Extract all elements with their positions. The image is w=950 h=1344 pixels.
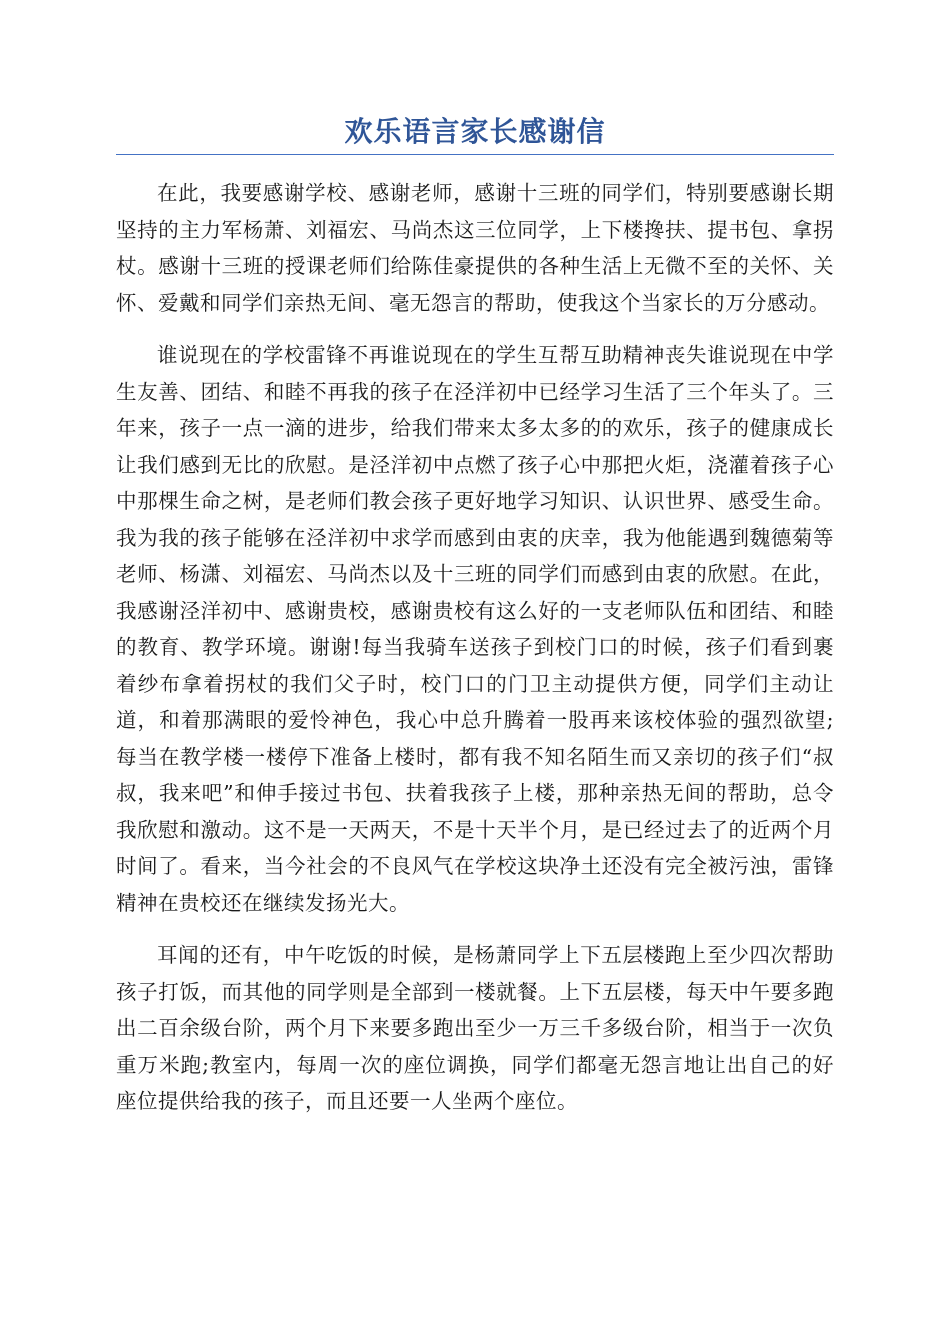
paragraph-1: 在此，我要感谢学校、感谢老师，感谢十三班的同学们，特别要感谢长期坚持的主力军杨萧、刘福宏、马尚杰这三位同学，上下楼搀扶、提书包、拿拐杖。感谢十三班的授课老师们给陈佳豪提供的各种生活上无微不至的关怀、关怀、爱戴和同学们亲热无间、毫无怨言的帮助，使我这个当家长的万分感动。 xyxy=(116,181,834,315)
document-page xyxy=(116,112,834,1136)
title-underline xyxy=(116,154,834,155)
document-title: 欢乐语言家长感谢信 xyxy=(344,115,606,148)
paragraph-2: 谁说现在的学校雷锋不再谁说现在的学生互帮互助精神丧失谁说现在中学生友善、团结、和睦不再我的孩子在泾洋初中已经学习生活了三个年头了。三年来，孩子一点一滴的进步，给我们带来太多太多的的欢乐，孩子的健康成长让我们感到无比的欣慰。是泾洋初中点燃了孩子心中那把火炬，浇灌着孩子心中那棵生命之树，是老师们教会孩子更好地学习知识、认识世界、感受生命。我为我的孩子能够在泾洋初中求学而感到由衷的庆幸，我为他能遇到魏德菊等老师、杨潇、刘福宏、马尚杰以及十三班的同学们而感到由衷的欣慰。在此，我感谢泾洋初中、感谢贵校，感谢贵校有这么好的一支老师队伍和团结、和睦的教育、教学环境。谢谢!每当我骑车送孩子到校门口的时候，孩子们看到裹着纱布拿着拐杖的我们父子时，校门口的门卫主动提供方便，同学们主动让道，和着那满眼的爱怜神色，我心中总升腾着一股再来该校体验的强烈欲望;每当在教学楼一楼停下准备上楼时，都有我不知名陌生而又亲切的孩子们“叔叔，我来吧”和伸手接过书包、扶着我孩子上楼，那种亲热无间的帮助，总令我欣慰和激动。这不是一天两天，不是十天半个月，是已经过去了的近两个月时间了。看来，当今社会的不良风气在学校这块净土还没有完全被污浊，雷锋精神在贵校还在继续发扬光大。 xyxy=(116,343,834,915)
paragraph-3: 耳闻的还有，中午吃饭的时候，是杨萧同学上下五层楼跑上至少四次帮助孩子打饭，而其他的同学则是全部到一楼就餐。上下五层楼，每天中午要多跑出二百余级台阶，两个月下来要多跑出至少一万三千多级台阶，相当于一次负重万米跑;教室内，每周一次的座位调换，同学们都毫无怨言地让出自己的好座位提供给我的孩子，而且还要一人坐两个座位。 xyxy=(116,943,834,1113)
